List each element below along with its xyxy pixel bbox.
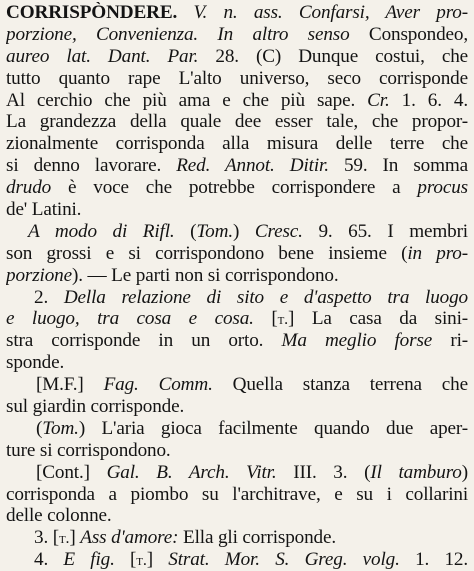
text-line <box>6 527 468 549</box>
text-segment: si denno lavorare. <box>6 155 177 177</box>
italic-segment: procus <box>417 177 468 199</box>
entry-headword-line <box>6 2 468 24</box>
headword: CORRISPÒNDERE. <box>6 2 178 23</box>
text-line <box>6 221 468 243</box>
italic-segment: Il tamburo <box>370 461 462 483</box>
italic-segment: E fig. <box>63 549 115 571</box>
text-segment: ( <box>174 220 197 242</box>
text-line <box>6 484 468 506</box>
italic-segment: Ma meglio forse <box>281 330 433 352</box>
text-line <box>6 155 468 177</box>
text-line <box>6 90 468 112</box>
text-line <box>6 440 468 462</box>
text-line <box>6 133 468 155</box>
text-line <box>6 46 468 68</box>
italic-segment: Cresc. <box>254 220 303 242</box>
text-line <box>6 265 468 287</box>
italic-segment: A modo di Rifl. <box>28 220 175 242</box>
text-line <box>6 24 468 46</box>
text-line <box>6 177 468 199</box>
text-line <box>6 418 468 440</box>
text-segment: III. 3. ( <box>276 461 371 483</box>
text-segment: son grossi e si corrispondono bene insieme ( <box>6 242 408 264</box>
italic-segment: V. n. ass. Confarsi, Aver pro- <box>193 2 468 23</box>
text-segment: t. <box>136 552 147 570</box>
text-line <box>6 352 468 374</box>
text-segment: 1. 6. 4. <box>389 89 468 111</box>
text-segment: [ <box>114 549 137 571</box>
italic-segment: drudo <box>6 177 52 199</box>
text-line <box>6 330 468 352</box>
text-segment: 3. [ <box>34 527 59 549</box>
text-segment: t. <box>58 530 70 548</box>
text-segment: 4. <box>34 549 64 571</box>
text-segment: La grandezza della quale dee esser tale, che propor- <box>6 111 468 133</box>
text-segment: ) L'aria gioca facilmente quando due aper- <box>78 417 468 439</box>
text-segment: zionalmente corrisponda alla misura delle terre che <box>6 133 468 155</box>
text-segment: stra corrisponde in un orto. <box>6 330 282 352</box>
text-line <box>6 199 468 221</box>
text-segment <box>177 2 193 23</box>
text-segment: delle colonne. <box>6 505 112 527</box>
text-segment: Ella gli corrisponde. <box>178 527 336 549</box>
text-line <box>6 308 468 330</box>
text-segment: [Cont.] <box>36 461 107 483</box>
text-segment: corrisponda a piombo su l'architrave, e su i collarini <box>6 483 468 505</box>
italic-segment: e luogo, tra cosa e cosa. <box>6 308 254 330</box>
italic-segment: in pro- <box>407 242 468 264</box>
text-segment: t. <box>277 311 289 329</box>
text-segment: 28. (C) Dunque costui, che <box>198 45 468 67</box>
text-segment: tutto quanto rape L'alto universo, seco corrisponde <box>6 67 468 89</box>
text-segment: [M.F.] <box>36 374 104 396</box>
text-segment: 9. 65. I membri <box>302 220 468 242</box>
italic-segment: Fag. Comm. <box>103 374 213 396</box>
text-segment: Al cerchio che più ama e che più sape. <box>6 89 368 111</box>
text-segment: ture si corrispondono. <box>6 439 171 461</box>
text-segment: ] <box>69 527 81 549</box>
italic-segment: Tom. <box>196 220 233 242</box>
text-line <box>6 505 468 527</box>
text-line <box>6 111 468 133</box>
text-segment: 59. In somma <box>328 155 468 177</box>
italic-segment: Gal. B. Arch. Vitr. <box>106 461 277 483</box>
text-segment: Quella stanza terrena che <box>212 374 468 396</box>
text-line <box>6 243 468 265</box>
italic-segment: porzione <box>6 264 72 286</box>
italic-segment: Red. Annot. Ditir. <box>176 155 329 177</box>
text-segment: 2. <box>34 286 64 308</box>
text-line <box>6 287 468 309</box>
text-segment: sul giardin corrisponde. <box>6 396 185 418</box>
text-segment: Conspondeo, <box>349 23 468 45</box>
text-line <box>6 68 468 90</box>
text-segment: ). — Le parti non si corrispondono. <box>71 264 339 286</box>
text-segment: ( <box>36 417 43 439</box>
italic-segment: Ass d'amore: <box>80 527 179 549</box>
text-segment: sponde. <box>6 352 65 374</box>
italic-segment: Strat. Mor. S. Greg. volg. <box>168 549 400 571</box>
text-segment: ] La casa da sini- <box>288 308 468 330</box>
text-line <box>6 374 468 396</box>
text-segment: ri- <box>432 330 468 352</box>
text-segment: 1. 12. <box>399 549 468 571</box>
text-segment: è voce che potrebbe corrispondere a <box>51 177 418 199</box>
text-line <box>6 462 468 484</box>
italic-segment: aureo lat. Dant. Par. <box>6 45 199 67</box>
text-segment: ) <box>461 461 468 483</box>
text-segment: [ <box>253 308 278 330</box>
text-segment: de' Latini. <box>6 199 82 221</box>
italic-segment: Tom. <box>42 417 79 439</box>
italic-segment: Cr. <box>367 89 390 111</box>
text-line <box>6 396 468 418</box>
text-line <box>6 549 468 571</box>
italic-segment: porzione, Convenienza. In altro senso <box>6 23 350 45</box>
text-segment: ) <box>232 220 255 242</box>
text-segment: ] <box>146 549 169 571</box>
italic-segment: Della relazione di sito e d'aspetto tra luogo <box>63 286 468 308</box>
